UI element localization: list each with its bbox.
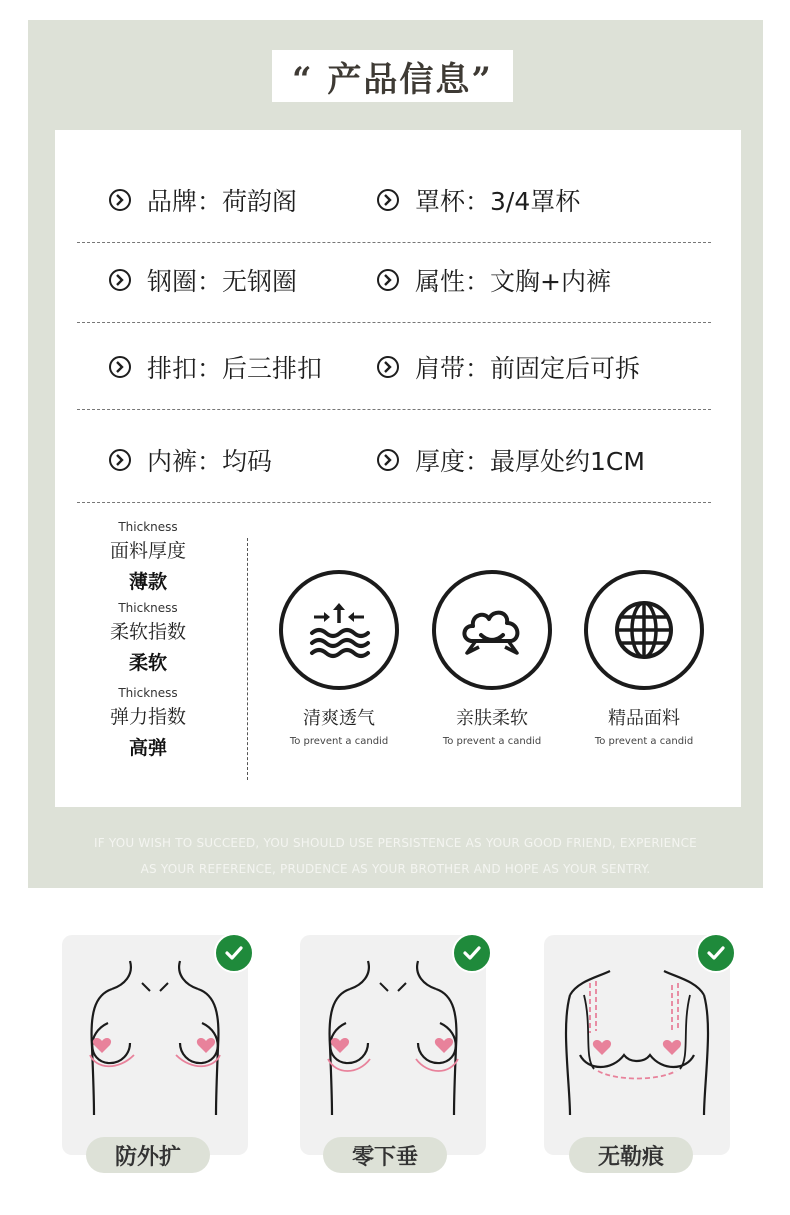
torso-illustration (310, 947, 476, 1117)
effect-card (300, 935, 486, 1155)
feature-label: 亲肤柔软 (456, 708, 528, 729)
slogan-line: IF YOU WISH TO SUCCEED, YOU SHOULD USE PERSISTENCE AS YOUR GOOD FRIEND, EXPERIENCE (94, 836, 697, 850)
spec-text: 厚度：最厚处约1CM (415, 447, 645, 476)
spec-row (77, 325, 711, 410)
spec-item (377, 158, 580, 242)
feature-label: 精品面料 (608, 708, 680, 729)
attribute-group (93, 601, 203, 675)
feature-item (579, 570, 709, 747)
check-icon (452, 933, 492, 973)
arrow-circle-icon (109, 269, 131, 291)
arrow-circle-icon (377, 189, 399, 211)
slogan (28, 830, 763, 882)
check-icon (696, 933, 736, 973)
effect-label: 防外扩 (86, 1137, 210, 1173)
attribute-group (93, 520, 203, 594)
feature-subtitle: To prevent a candid (442, 736, 542, 747)
spec-text: 品牌：荷韵阁 (147, 187, 298, 216)
feature-subtitle: To prevent a candid (594, 736, 694, 747)
arrow-circle-icon (377, 269, 399, 291)
spec-row (77, 158, 711, 243)
spec-text: 肩带：前固定后可拆 (415, 354, 641, 383)
spec-text: 钢圈：无钢圈 (147, 267, 298, 296)
spec-item (377, 238, 611, 322)
effect-label: 无勒痕 (569, 1137, 693, 1173)
spec-item (109, 158, 297, 242)
spec-text: 属性：文胸+内裤 (415, 267, 611, 296)
attribute-value: 薄款 (128, 571, 167, 593)
product-info-panel (28, 20, 763, 888)
attribute-en: Thickness (118, 520, 178, 534)
globe-icon (584, 570, 704, 690)
attribute-en: Thickness (118, 601, 178, 615)
attribute-value: 柔软 (128, 652, 167, 674)
section-title-box (272, 50, 513, 102)
attribute-name: 柔软指数 (109, 621, 186, 643)
spec-row (77, 238, 711, 323)
spec-text: 排扣：后三排扣 (147, 354, 323, 383)
feature-subtitle: To prevent a candid (289, 736, 389, 747)
arrow-circle-icon (377, 449, 399, 471)
slogan-line: AS YOUR REFERENCE, PRUDENCE AS YOUR BROTHER AND HOPE AS YOUR SENTRY. (140, 862, 651, 876)
feature-label: 清爽透气 (303, 708, 375, 729)
spec-text: 罩杯：3/4罩杯 (415, 187, 581, 216)
spec-item (377, 418, 645, 502)
attribute-name: 面料厚度 (109, 540, 186, 562)
feature-item (274, 570, 404, 747)
torso-illustration (72, 947, 238, 1117)
breathable-waves-icon (279, 570, 399, 690)
effect-card (544, 935, 730, 1155)
attribute-name: 弹力指数 (109, 706, 186, 728)
effect-label: 零下垂 (323, 1137, 447, 1173)
effect-card (62, 935, 248, 1155)
arrow-circle-icon (377, 356, 399, 378)
attribute-group (93, 686, 203, 760)
divider-line (247, 538, 248, 780)
cotton-cloud-icon (432, 570, 552, 690)
arrow-circle-icon (109, 189, 131, 211)
spec-row (77, 418, 711, 503)
attribute-value: 高弹 (128, 737, 167, 759)
spec-card (55, 130, 741, 807)
spec-text: 内裤：均码 (147, 447, 273, 476)
arrow-circle-icon (109, 449, 131, 471)
spec-item (109, 325, 322, 409)
attribute-en: Thickness (118, 686, 178, 700)
arrow-circle-icon (109, 356, 131, 378)
spec-item (377, 325, 640, 409)
check-icon (214, 933, 254, 973)
spec-item (109, 418, 272, 502)
spec-item (109, 238, 297, 322)
torso-illustration (554, 947, 720, 1117)
section-title: “ 产品信息” (292, 59, 493, 100)
feature-item (427, 570, 557, 747)
